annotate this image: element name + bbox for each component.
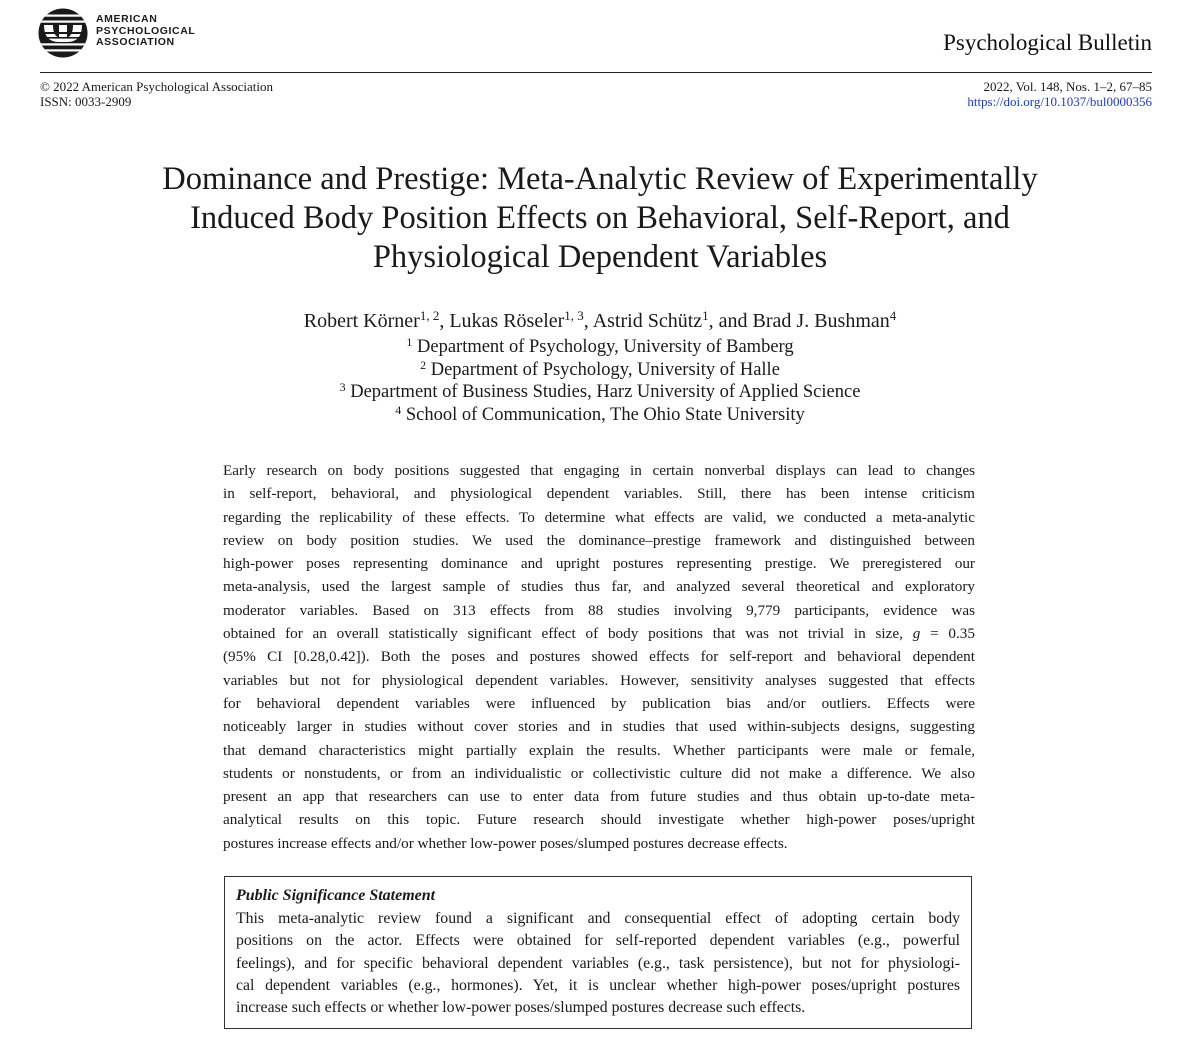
abstract <box>223 459 975 855</box>
copyright-block <box>40 79 273 109</box>
abstract-line <box>223 622 975 645</box>
doi-link[interactable]: https://doi.org/10.1037/bul0000356 <box>967 94 1152 109</box>
abstract-line: analytical results on this topic. Future research should investigate whether high-power poses/upright <box>223 811 975 829</box>
significance-heading: Public Significance Statement <box>236 887 436 904</box>
public-significance-box <box>224 876 972 1029</box>
journal-name: Psychological Bulletin <box>943 30 1152 55</box>
affiliation-text: Department of Psychology, University of Bamberg <box>417 337 794 357</box>
author-affiliation-marker: 1, 2 <box>419 308 440 323</box>
abstract-line: noticeably larger in studies without cover stories and in studies that used within-subjects designs, suggesting <box>223 718 975 736</box>
author-name: Robert Körner <box>303 310 420 332</box>
publisher-line: ASSOCIATION <box>96 36 175 48</box>
affiliation-marker: 3 <box>339 380 346 394</box>
effect-size-value: = 0.35 <box>920 625 975 643</box>
header-divider <box>40 72 1152 73</box>
affiliation <box>60 381 1140 404</box>
significance-line: feelings), and for specific behavioral dependent variables (e.g., task persistence), but not for physiologi- <box>236 954 960 972</box>
issn: ISSN: 0033-2909 <box>40 94 132 109</box>
abstract-line: Early research on body positions suggested that engaging in certain nonverbal displays can lead to changes <box>223 462 975 479</box>
author-affiliation-marker: 1 <box>702 308 709 323</box>
significance-line: positions on the actor. Effects were obtained for self-reported dependent variables (e.g., powerful <box>236 932 960 950</box>
affiliation-text: School of Communication, The Ohio State University <box>405 404 805 425</box>
abstract-line: present an app that researchers can use to enter data from future studies and thus obtain up-to-date meta- <box>223 788 975 806</box>
abstract-line: review on body position studies. We used the dominance–prestige framework and distinguished between <box>223 531 975 549</box>
author-separator: , and <box>708 310 753 332</box>
affiliation <box>60 404 1140 427</box>
title-line: Dominance and Prestige: Meta-Analytic Review of Experimentally <box>162 161 1038 197</box>
abstract-line: students or nonstudents, or from an individualistic or collectivistic culture did not make a difference. We also <box>223 764 975 782</box>
affiliation-list <box>60 336 1140 426</box>
copyright: © 2022 American Psychological Association <box>40 79 274 94</box>
volume-info: 2022, Vol. 148, Nos. 1–2, 67–85 <box>983 79 1152 94</box>
abstract-line: in self-report, behavioral, and physiological dependent variables. Still, there has been intense criticism <box>223 485 975 503</box>
abstract-line: for behavioral dependent variables were influenced by publication bias and/or outliers. Effects were <box>223 694 975 712</box>
author-affiliation-marker: 1, 3 <box>564 308 584 323</box>
apa-logo-icon <box>38 8 88 58</box>
title-line: Induced Body Position Effects on Behavioral, Self-Report, and <box>190 200 1010 236</box>
affiliation-text: Department of Business Studies, Harz University of Applied Science <box>350 382 861 402</box>
abstract-line: high-power poses representing dominance and upright postures representing prestige. We preregistered our <box>223 555 975 573</box>
publisher-name <box>96 14 195 49</box>
significance-line: increase such effects or whether low-power poses/slumped postures decrease such effects. <box>236 999 806 1017</box>
affiliation-text: Department of Psychology, University of Halle <box>430 359 780 380</box>
author-name: Brad J. Bushman <box>752 310 890 332</box>
abstract-line: meta-analysis, used the largest sample of studies thus far, and analyzed several theoretical and exploratory <box>223 578 975 596</box>
article-title <box>60 160 1140 277</box>
citation-block <box>967 79 1152 109</box>
author-separator: , <box>583 310 593 332</box>
significance-line: This meta-analytic review found a significant and consequential effect of adopting certain body <box>236 910 960 927</box>
significance-text <box>236 908 960 1019</box>
publisher-line: PSYCHOLOGICAL <box>96 24 196 37</box>
significance-line: cal dependent variables (e.g., hormones). Yet, it is unclear whether high-power poses/upright postures <box>236 976 960 994</box>
abstract-line: moderator variables. Based on 313 effects from 88 studies involving 9,779 participants, evidence was <box>223 601 975 619</box>
abstract-line: postures increase effects and/or whether low-power poses/slumped postures decrease effects. <box>223 834 788 852</box>
abstract-line-text: obtained for an overall statistically significant effect of body positions that was not trivial in size, <box>223 625 913 643</box>
publisher-line: AMERICAN <box>96 13 158 25</box>
abstract-line: (95% CI [0.28,0.42]). Both the poses and postures showed effects for self-report and behavioral dependent <box>223 648 975 666</box>
author-list <box>60 309 1140 333</box>
author-name: Astrid Schütz <box>592 310 703 332</box>
affiliation-marker: 4 <box>395 402 402 417</box>
abstract-line: regarding the replicability of these effects. To determine what effects are valid, we conducted a meta-analytic <box>223 508 975 526</box>
affiliation <box>60 336 1140 359</box>
affiliation-marker: 2 <box>420 357 427 372</box>
author-name: Lukas Röseler <box>449 310 565 332</box>
abstract-line: that demand characteristics might partially explain the results. Whether participants were male or female, <box>223 741 975 759</box>
title-line: Physiological Dependent Variables <box>372 239 828 275</box>
affiliation <box>60 359 1140 382</box>
abstract-line: variables but not for physiological dependent variables. However, sensitivity analyses suggested that effects <box>223 671 975 689</box>
effect-size-symbol: g <box>912 625 921 643</box>
author-separator: , <box>439 310 450 332</box>
author-affiliation-marker: 4 <box>889 308 897 323</box>
affiliation-marker: 1 <box>406 335 413 349</box>
